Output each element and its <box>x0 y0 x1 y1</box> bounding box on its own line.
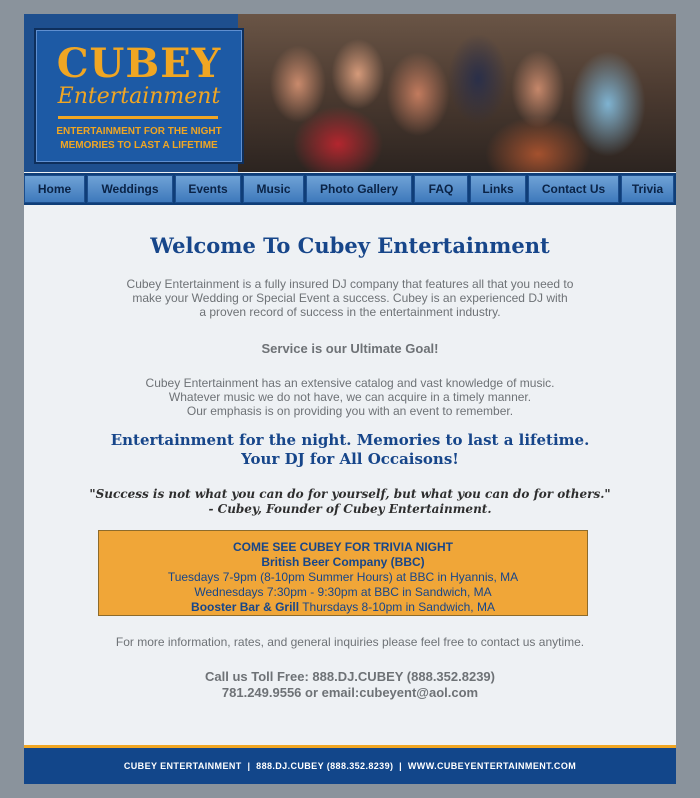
nav-faq[interactable]: FAQ <box>414 175 468 203</box>
intro-line: a proven record of success in the entertainment industry. <box>199 305 501 319</box>
tagline-line: Your DJ for All Occaisons! <box>241 450 459 468</box>
trivia-announcement <box>98 530 588 616</box>
nav-contact-us[interactable]: Contact Us <box>528 175 619 203</box>
footer-text: CUBEY ENTERTAINMENT | 888.DJ.CUBEY (888.352.8239) | WWW.CUBEYENTERTAINMENT.COM <box>123 761 577 771</box>
catalog-line: Whatever music we do not have, we can acquire in a timely manner. <box>168 390 532 404</box>
trivia-schedule-wednesday: Wednesdays 7:30pm - 9:30pm at BBC in Sandwich, MA <box>194 585 492 599</box>
footer <box>24 748 676 784</box>
catalog-line: Our emphasis is on providing you with an event to remember. <box>186 404 514 418</box>
nav-photo-gallery[interactable]: Photo Gallery <box>306 175 412 203</box>
quote-attribution: - Cubey, Founder of Cubey Entertainment. <box>208 502 492 516</box>
trivia-schedule-thursday <box>99 600 587 615</box>
intro-paragraph <box>24 277 676 319</box>
logo-title: CUBEY <box>56 40 222 87</box>
header-banner <box>24 14 676 172</box>
trivia-venue-booster: Booster Bar & Grill <box>191 600 300 614</box>
page-title: Welcome To Cubey Entertainment <box>150 233 550 258</box>
catalog-paragraph <box>24 376 676 418</box>
logo-tagline-2: MEMORIES TO LAST A LIFETIME <box>60 140 218 151</box>
intro-line: make your Wedding or Special Event a success. Cubey is an experienced DJ with <box>132 291 568 305</box>
logo-subtitle: Entertainment <box>57 84 221 109</box>
catalog-line: Cubey Entertainment has an extensive catalog and vast knowledge of music. <box>145 376 555 390</box>
tagline <box>24 431 676 469</box>
contact-invite: For more information, rates, and general inquiries please feel free to contact us anytime. <box>115 635 585 649</box>
trivia-title: COME SEE CUBEY FOR TRIVIA NIGHT <box>232 540 454 554</box>
main-content <box>24 205 676 747</box>
founder-quote <box>24 487 676 517</box>
nav-music[interactable]: Music <box>243 175 304 203</box>
page <box>24 14 676 784</box>
nav-home[interactable]: Home <box>24 175 85 203</box>
trivia-thursday-time: Thursdays 8-10pm in Sandwich, MA <box>299 600 495 614</box>
logo-tagline-1: ENTERTAINMENT FOR THE NIGHT <box>56 126 222 137</box>
nav-weddings[interactable]: Weddings <box>87 175 173 203</box>
intro-line: Cubey Entertainment is a fully insured DJ company that features all that you need to <box>126 277 574 291</box>
phone-contact <box>24 669 676 701</box>
quote-text: "Success is not what you can do for yourself, but what you can do for others." <box>89 487 611 501</box>
nav-links[interactable]: Links <box>470 175 526 203</box>
toll-free-line: Call us Toll Free: 888.DJ.CUBEY (888.352.8239) <box>205 669 495 684</box>
tagline-line: Entertainment for the night. Memories to last a lifetime. <box>110 431 590 449</box>
logo-divider <box>58 116 218 119</box>
header-photo <box>238 14 676 172</box>
nav-trivia[interactable]: Trivia <box>621 175 674 203</box>
nav-events[interactable]: Events <box>175 175 241 203</box>
phone-email-line[interactable]: 781.249.9556 or email:cubeyent@aol.com <box>221 685 479 700</box>
trivia-schedule-tuesday: Tuesdays 7-9pm (8-10pm Summer Hours) at BBC in Hyannis, MA <box>167 570 519 584</box>
goal-heading: Service is our Ultimate Goal! <box>261 341 439 356</box>
trivia-venue: British Beer Company (BBC) <box>261 555 425 569</box>
main-nav <box>24 173 676 205</box>
logo[interactable] <box>34 28 244 164</box>
